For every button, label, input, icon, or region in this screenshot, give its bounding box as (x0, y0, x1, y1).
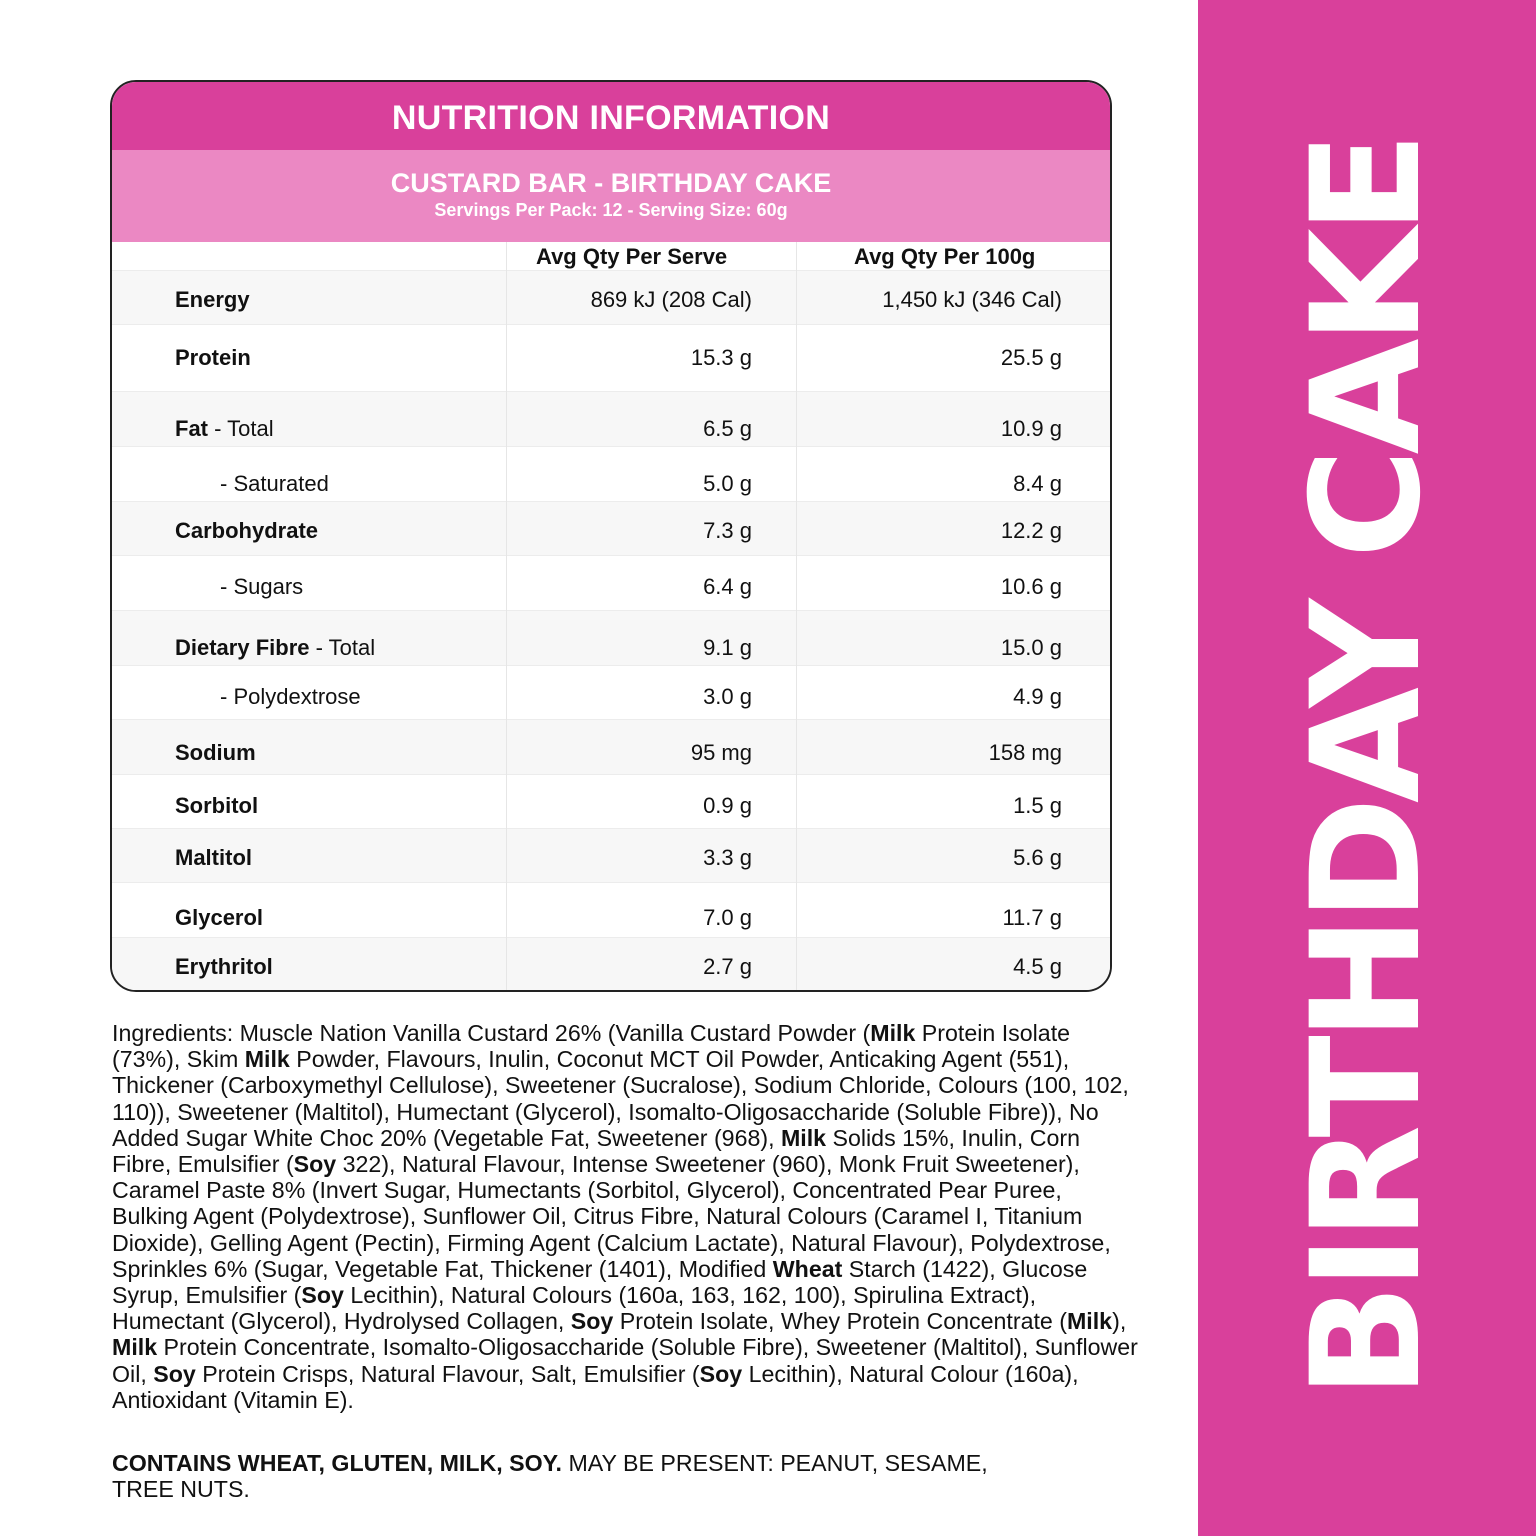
value-per-serve: 3.3 g (703, 845, 752, 870)
ingredients-text: Lecithin), Natural Colour (160a), Antioxidant (Vitamin E). (112, 1360, 1079, 1413)
nutrient-label (220, 574, 303, 600)
allergen-highlight: Soy (570, 1308, 614, 1335)
value-per-serve: 2.7 g (703, 954, 752, 979)
nutrient-label (175, 740, 256, 766)
ingredients-text: 322), Natural Flavour, Intense Sweetener (960), Monk Fruit Sweetener), Caramel Paste 8% (Invert Sugar, Humectants (Sorbitol, Glycerol), Concentrated Pear Puree, Bulking Agent (Polydextrose), Sunflower Oil, Citrus Fibre, Natural Colours (Caramel I, Titanium Dioxide), Gelling Agent (Pectin), Firming Agent (Calcium Lactate), Natural Flavour), Polydextrose, Sprinkles 6% (Sugar, Vegetable Fat, Thickener (1401), Modified (112, 1151, 1111, 1282)
col-header-serve: Avg Qty Per Serve (536, 244, 728, 269)
ingredients-text: ), (1112, 1308, 1127, 1335)
ingredients-text: Protein Concentrate, Isomalto-Oligosaccharide (Soluble Fibre), Sweetener (Maltitol), Sunflower Oil, (112, 1334, 1138, 1387)
value-per-100g: 1.5 g (1013, 793, 1062, 818)
serving-info: Servings Per Pack: 12 - Serving Size: 60g (434, 200, 788, 220)
value-per-100g: 15.0 g (1000, 635, 1062, 660)
column-divider (796, 242, 797, 990)
nutrition-row (112, 665, 1110, 719)
nutrient-label (175, 635, 375, 661)
nutrient-qualifier: - Polydextrose (220, 684, 361, 709)
nutrient-label (175, 905, 263, 931)
nutrient-label (175, 345, 251, 371)
product-header (112, 150, 1110, 242)
column-headers (112, 242, 1110, 270)
nutrient-label (175, 954, 273, 980)
allergen-highlight: Milk (1066, 1308, 1113, 1335)
panel-title: NUTRITION INFORMATION (112, 82, 1110, 150)
nutrition-row (112, 270, 1110, 324)
nutrition-rows (112, 270, 1110, 992)
nutrition-panel (110, 80, 1112, 992)
value-per-100g: 12.2 g (1000, 518, 1062, 543)
col-header-100g: Avg Qty Per 100g (854, 244, 1036, 269)
value-per-100g: 4.9 g (1013, 684, 1062, 709)
nutrient-qualifier: - Saturated (220, 471, 329, 496)
ingredients-list (112, 1020, 1142, 1413)
nutrient-name: Glycerol (175, 905, 264, 930)
allergen-highlight: Soy (699, 1360, 743, 1387)
nutrient-label (175, 845, 252, 871)
nutrient-name: Dietary Fibre (175, 635, 310, 660)
allergen-highlight: Wheat (772, 1255, 843, 1282)
value-per-serve: 3.0 g (703, 684, 752, 709)
nutrient-name: Fat (175, 416, 208, 441)
nutrition-row (112, 446, 1110, 501)
nutrient-name: Erythritol (175, 954, 273, 979)
nutrient-label (220, 471, 329, 497)
allergen-highlight: Soy (301, 1282, 344, 1309)
nutrition-row (112, 610, 1110, 665)
nutrient-name: Sorbitol (175, 793, 259, 818)
value-per-100g: 10.9 g (1000, 416, 1062, 441)
allergen-highlight: Milk (870, 1020, 916, 1046)
value-per-serve: 9.1 g (703, 635, 752, 660)
value-per-serve: 5.0 g (703, 471, 752, 496)
value-per-100g: 10.6 g (1000, 574, 1062, 599)
value-per-100g: 11.7 g (1002, 905, 1062, 930)
value-per-100g: 4.5 g (1013, 954, 1062, 979)
nutrient-name: Maltitol (175, 845, 252, 870)
nutrition-row (112, 324, 1110, 391)
value-per-100g: 8.4 g (1013, 471, 1062, 496)
nutrient-label (175, 518, 318, 544)
value-per-serve: 7.3 g (703, 518, 752, 543)
value-per-serve: 869 kJ (208 Cal) (590, 287, 752, 312)
nutrition-row (112, 882, 1110, 937)
nutrient-label (175, 793, 258, 819)
nutrition-row (112, 719, 1110, 774)
ingredients-text: Protein Crisps, Natural Flavour, Salt, Emulsifier ( (195, 1360, 700, 1387)
allergen-highlight: Soy (293, 1151, 337, 1178)
value-per-serve: 6.5 g (703, 416, 752, 441)
value-per-serve: 0.9 g (703, 793, 752, 818)
allergen-highlight: Milk (112, 1334, 158, 1361)
ingredients-text: Powder, Flavours, Inulin, Coconut MCT Oil Powder, Anticaking Agent (551), Thickener (Carboxymethyl Cellulose), Sweetener (Sucralose), Sodium Chloride, Colours (100, 102, 110)), Sweetener (Maltitol), Humectant (Glycerol), Isomalto-Oligosaccharide (Soluble Fibre)), No Added Sugar White Choc 20% (Vegetable Fat, Sweetener (968), (112, 1046, 1129, 1151)
nutrient-qualifier: - Total (208, 416, 274, 441)
value-per-serve: 7.0 g (703, 905, 752, 930)
ingredients-text: Solids 15%, Inulin, Corn Fibre, Emulsifier ( (112, 1124, 1080, 1178)
nutrient-qualifier: - Total (309, 635, 376, 660)
side-banner (1198, 0, 1536, 1536)
ingredients-text: Ingredients: Muscle Nation Vanilla Custard 26% (Vanilla Custard Powder ( (112, 1020, 871, 1046)
allergen-highlight: Milk (780, 1124, 827, 1151)
nutrition-row (112, 937, 1110, 992)
nutrient-name: Sodium (175, 740, 256, 765)
column-divider (506, 242, 507, 990)
nutrient-label (175, 416, 274, 442)
value-per-100g: 5.6 g (1013, 845, 1062, 870)
allergen-contains: CONTAINS WHEAT, GLUTEN, MILK, SOY. (112, 1450, 563, 1476)
allergen-highlight: Milk (244, 1046, 290, 1073)
nutrient-name: Protein (175, 345, 251, 370)
value-per-100g: 1,450 kJ (346 Cal) (882, 287, 1062, 312)
ingredients-text: Protein Isolate (73%), Skim (112, 1020, 1071, 1073)
allergen-may-contain: MAY BE PRESENT: PEANUT, SESAME, TREE NUTS. (112, 1450, 988, 1503)
nutrition-row (112, 555, 1110, 610)
nutrition-row (112, 828, 1110, 882)
allergen-highlight: Soy (153, 1360, 196, 1387)
nutrient-label (220, 684, 361, 710)
product-name: CUSTARD BAR - BIRTHDAY CAKE (390, 168, 832, 198)
ingredients-text: Protein Isolate, Whey Protein Concentrate ( (613, 1308, 1067, 1335)
nutrition-row (112, 501, 1110, 555)
nutrition-row (112, 774, 1110, 828)
nutrient-name: Energy (175, 287, 250, 312)
nutrient-name: Carbohydrate (175, 518, 319, 543)
ingredients-text: Starch (1422), Glucose Syrup, Emulsifier ( (112, 1255, 1088, 1309)
value-per-serve: 95 mg (690, 740, 752, 765)
allergen-statement (112, 1450, 1012, 1502)
value-per-100g: 25.5 g (1000, 345, 1062, 370)
side-label: BIRTHDAY CAKE (1280, 137, 1454, 1399)
value-per-serve: 15.3 g (690, 345, 752, 370)
value-per-serve: 6.4 g (703, 574, 752, 599)
nutrient-qualifier: - Sugars (220, 574, 304, 599)
ingredients-text: Lecithin), Natural Colours (160a, 163, 162, 100), Spirulina Extract), Humectant (Glycerol), Hydrolysed Collagen, (112, 1282, 1037, 1335)
nutrition-row (112, 391, 1110, 446)
nutrient-label (175, 287, 250, 313)
value-per-100g: 158 mg (988, 740, 1062, 765)
